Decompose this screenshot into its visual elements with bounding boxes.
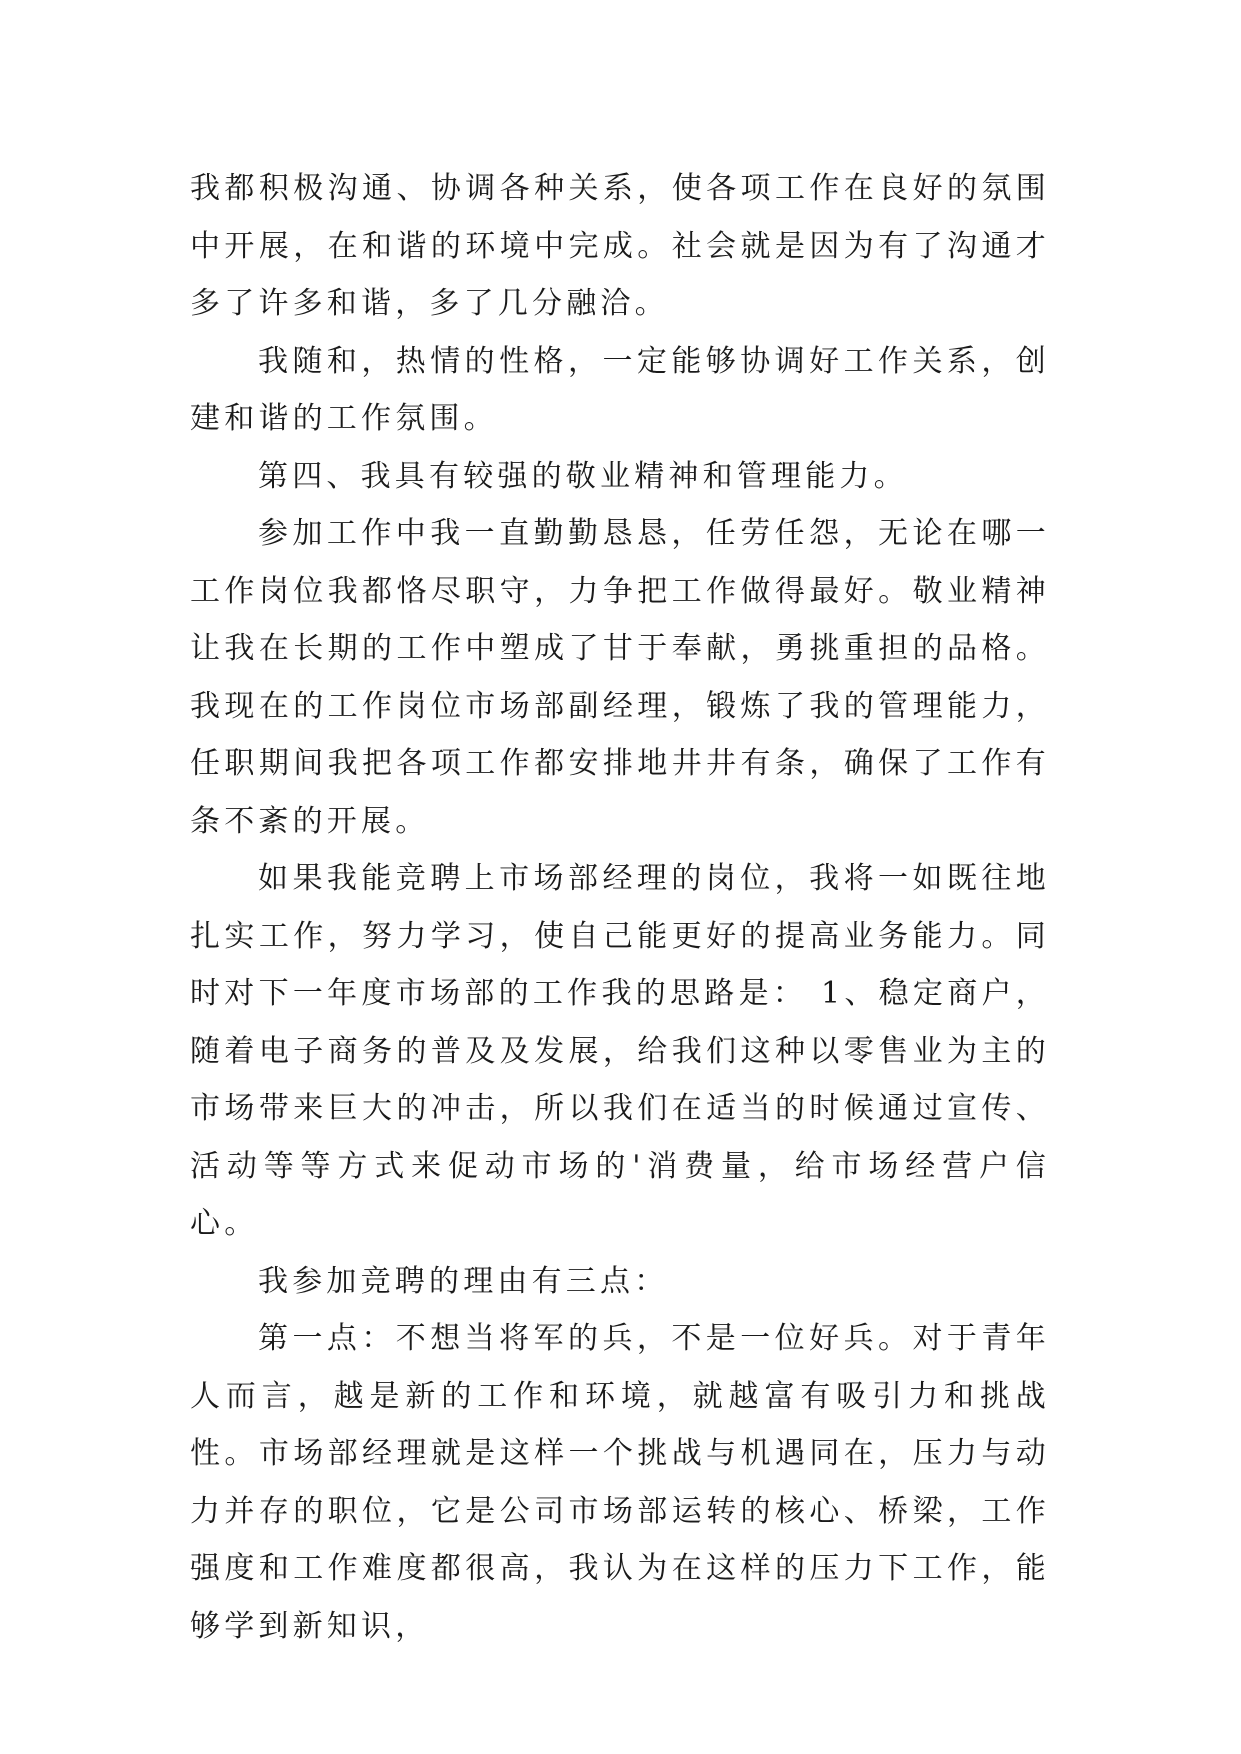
paragraph-4: 参加工作中我一直勤勤恳恳，任劳任怨，无论在哪一工作岗位我都恪尽职守，力争把工作做得最好。敬业精神让我在长期的工作中塑成了甘于奉献，勇挑重担的品格。我现在的工作岗位市场部副经理，锻炼了我的管理能力，任职期间我把各项工作都安排地井井有条，确保了工作有条不紊的开展。 <box>190 516 1050 839</box>
paragraph-1: 我都积极沟通、协调各种关系，使各项工作在良好的氛围中开展，在和谐的环境中完成。社会就是因为有了沟通才多了许多和谐，多了几分融洽。 <box>190 171 1050 321</box>
document-body <box>190 160 1050 1655</box>
paragraph-6: 我参加竞聘的理由有三点： <box>258 1263 669 1299</box>
paragraph-7: 第一点：不想当将军的兵，不是一位好兵。对于青年人而言，越是新的工作和环境，就越富有吸引力和挑战性。市场部经理就是这样一个挑战与机遇同在，压力与动力并存的职位，它是公司市场部运转的核心、桥梁，工作强度和工作难度都很高，我认为在这样的压力下工作，能够学到新知识， <box>190 1321 1050 1644</box>
paragraph-3: 第四、我具有较强的敬业精神和管理能力。 <box>258 458 908 494</box>
paragraph-5: 如果我能竞聘上市场部经理的岗位，我将一如既往地扎实工作，努力学习，使自己能更好的提高业务能力。同时对下一年度市场部的工作我的思路是： 1、稳定商户，随着电子商务的普及及发展，给我们这种以零售业为主的市场带来巨大的冲击，所以我们在适当的时候通过宣传、活动等等方式来促动市场的'消费量，给市场经营户信心。 <box>190 861 1050 1241</box>
paragraph-2: 我随和，热情的性格，一定能够协调好工作关系，创建和谐的工作氛围。 <box>190 343 1050 436</box>
